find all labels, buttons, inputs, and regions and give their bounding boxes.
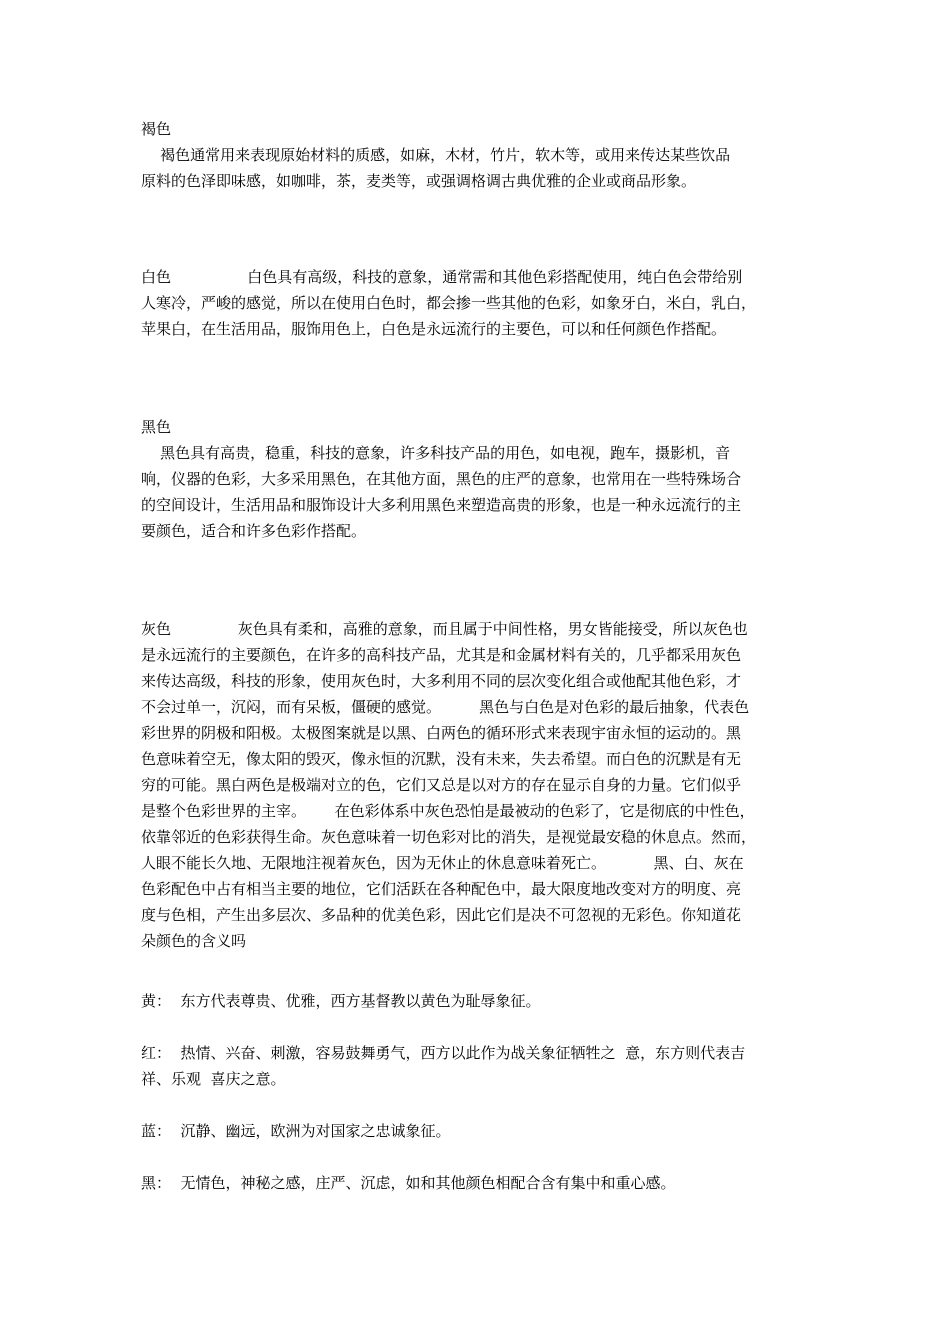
paragraph-line: 红： 热情、兴奋、刺激，容易鼓舞勇气，西方以此作为战关象征牺牲之 意，东方则代表吉: [141, 1044, 746, 1062]
paragraph-line: 穷的可能。黑白两色是极端对立的色，它们又总是以对方的存在显示自身的力量。它们似乎: [141, 776, 742, 794]
paragraph-line: 是整个色彩世界的主宰。 在色彩体系中灰色恐怕是最被动的色彩了，它是彻底的中性色，: [141, 802, 755, 820]
paragraph-line: 色意味着空无，像太阳的毁灭，像永恒的沉默，没有未来，失去希望。而白色的沉默是有无: [141, 750, 742, 768]
paragraph-line: 原料的色泽即味感，如咖啡，茶，麦类等，或强调格调古典优雅的企业或商品形象。: [141, 172, 697, 190]
paragraph-line: 来传达高级，科技的形象，使用灰色时，大多利用不同的层次变化组合或他配其他色彩，才: [141, 672, 742, 690]
paragraph-line: 色彩配色中占有相当主要的地位，它们活跃在各种配色中，最大限度地改变对方的明度、亮: [141, 880, 742, 898]
paragraph-line: 人寒冷，严峻的感觉，所以在使用白色时，都会掺一些其他的色彩，如象牙白，米白，乳白，: [141, 294, 757, 312]
meaning-black: 黑： 无情色，神秘之感，庄严、沉虑，如和其他颜色相配合含有集中和重心感。: [141, 1174, 676, 1192]
section-heading-brown: 褐色: [141, 120, 172, 138]
section-gray: [141, 616, 756, 954]
paragraph-line: 彩世界的阴极和阳极。太极图案就是以黑、白两色的循环形式来表现宇宙永恒的运动的。黑: [141, 724, 742, 742]
section-heading-black: 黑色: [141, 418, 172, 436]
paragraph-line: 人眼不能长久地、无限地注视着灰色，因为无休止的休息意味着死亡。 黑、白、灰在: [141, 854, 744, 872]
paragraph-line: 灰色 灰色具有柔和，高雅的意象，而且属于中间性格，男女皆能接受，所以灰色也: [141, 620, 748, 638]
paragraph-line: 不会过单一，沉闷，而有呆板，僵硬的感觉。 黑色与白色是对色彩的最后抽象，代表色: [141, 698, 750, 716]
section-white: [141, 264, 756, 342]
paragraph-line: 朵颜色的含义吗: [141, 932, 247, 950]
paragraph-line: 的空间设计，生活用品和服饰设计大多利用黑色来塑造高贵的形象，也是一种永远流行的主: [141, 496, 742, 514]
paragraph-line: 依靠邻近的色彩获得生命。灰色意味着一切色彩对比的消失，是视觉最安稳的休息点。然而，: [141, 828, 757, 846]
paragraph-line: 要颜色，适合和许多色彩作搭配。: [141, 522, 367, 540]
meaning-yellow: 黄： 东方代表尊贵、优雅，西方基督教以黄色为耻辱象征。: [141, 992, 541, 1010]
paragraph-line: 白色 白色具有高级，科技的意象，通常需和其他色彩搭配使用，纯白色会带给别: [141, 268, 743, 286]
section-brown: [141, 116, 730, 194]
paragraph-line: 度与色相，产生出多层次、多品种的优美色彩，因此它们是决不可忽视的无彩色。你知道花: [141, 906, 742, 924]
paragraph-line: 苹果白，在生活用品，服饰用色上，白色是永远流行的主要色，可以和任何颜色作搭配。: [141, 320, 727, 338]
paragraph-line: 响，仪器的色彩，大多采用黑色，在其他方面，黑色的庄严的意象，也常用在一些特殊场合: [141, 470, 742, 488]
paragraph-line: 褐色通常用来表现原始材料的质感，如麻，木材，竹片，软木等，或用来传达某些饮品: [141, 146, 731, 164]
section-black: [141, 414, 741, 544]
paragraph-line: 黑色具有高贵，稳重，科技的意象，许多科技产品的用色，如电视，跑车，摄影机，音: [141, 444, 731, 462]
paragraph-line: 是永远流行的主要颜色，在许多的高科技产品，尤其是和金属材料有关的，几乎都采用灰色: [141, 646, 742, 664]
meaning-red: [141, 1040, 745, 1092]
paragraph-line: 祥、乐观 喜庆之意。: [141, 1070, 286, 1088]
meaning-blue: 蓝： 沉静、幽远，欧洲为对国家之忠诚象征。: [141, 1122, 451, 1140]
